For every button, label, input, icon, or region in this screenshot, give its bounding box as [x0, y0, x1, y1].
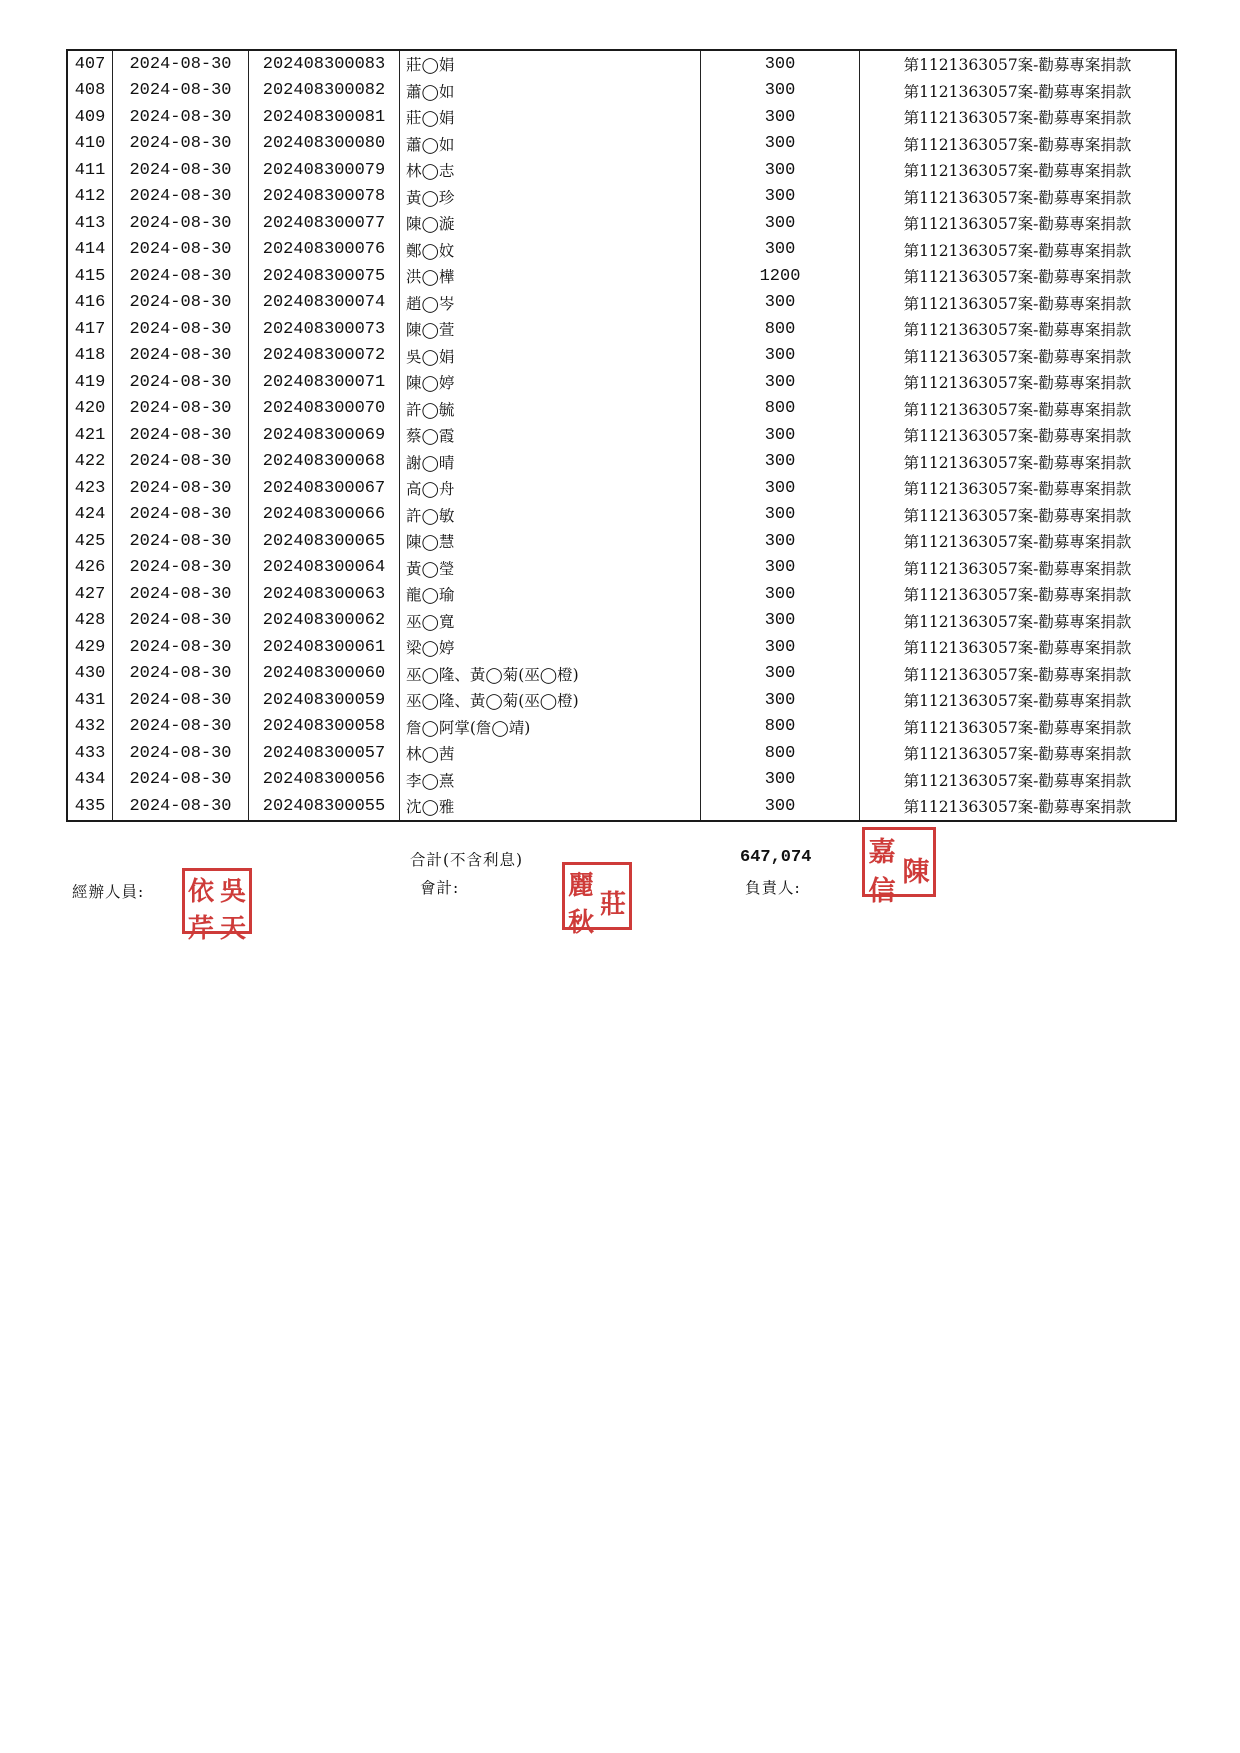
donor-name: 梁◯婷 [400, 634, 701, 661]
donor-name: 許◯敏 [400, 502, 701, 529]
donor-name: 龍◯瑜 [400, 581, 701, 608]
donation-note: 第1121363057案-勸募專案捐款 [860, 475, 1177, 502]
donation-amount: 300 [701, 78, 860, 105]
table-row [67, 210, 1176, 237]
donor-name: 蕭◯如 [400, 131, 701, 158]
donor-name: 陳◯婷 [400, 369, 701, 396]
donation-note: 第1121363057案-勸募專案捐款 [860, 793, 1177, 821]
donation-note: 第1121363057案-勸募專案捐款 [860, 210, 1177, 237]
table-row [67, 502, 1176, 529]
donation-date: 2024-08-30 [113, 396, 249, 423]
donation-amount: 300 [701, 767, 860, 794]
donation-amount: 300 [701, 687, 860, 714]
donation-note: 第1121363057案-勸募專案捐款 [860, 369, 1177, 396]
donation-date: 2024-08-30 [113, 687, 249, 714]
donation-note: 第1121363057案-勸募專案捐款 [860, 449, 1177, 476]
responsible-label: 負責人: [745, 879, 801, 897]
row-number: 415 [67, 263, 113, 290]
row-number: 426 [67, 555, 113, 582]
donation-amount: 300 [701, 237, 860, 264]
receipt-number: 202408300069 [249, 422, 400, 449]
row-number: 425 [67, 528, 113, 555]
donation-note: 第1121363057案-勸募專案捐款 [860, 608, 1177, 635]
donor-name: 高◯舟 [400, 475, 701, 502]
donation-amount: 800 [701, 396, 860, 423]
donor-name: 黃◯珍 [400, 184, 701, 211]
seal-char: 陳 [902, 856, 930, 888]
seal-char: 吳 [219, 877, 246, 907]
donation-amount: 300 [701, 369, 860, 396]
receipt-number: 202408300074 [249, 290, 400, 317]
row-number: 431 [67, 687, 113, 714]
donation-note: 第1121363057案-勸募專案捐款 [860, 581, 1177, 608]
donor-name: 沈◯雅 [400, 793, 701, 821]
seal-char: 莊 [599, 889, 626, 920]
donor-name: 巫◯寬 [400, 608, 701, 635]
donation-date: 2024-08-30 [113, 767, 249, 794]
donation-note: 第1121363057案-勸募專案捐款 [860, 316, 1177, 343]
donation-amount: 300 [701, 343, 860, 370]
donation-note: 第1121363057案-勸募專案捐款 [860, 50, 1177, 78]
donor-name: 吳◯娟 [400, 343, 701, 370]
donor-name: 林◯志 [400, 157, 701, 184]
receipt-number: 202408300076 [249, 237, 400, 264]
donation-note: 第1121363057案-勸募專案捐款 [860, 528, 1177, 555]
donor-name: 蕭◯如 [400, 78, 701, 105]
donor-name: 陳◯漩 [400, 210, 701, 237]
receipt-number: 202408300080 [249, 131, 400, 158]
donor-name: 洪◯樺 [400, 263, 701, 290]
row-number: 434 [67, 767, 113, 794]
handler-label: 經辦人員: [72, 883, 145, 901]
receipt-number: 202408300056 [249, 767, 400, 794]
table-row [67, 343, 1176, 370]
donation-date: 2024-08-30 [113, 369, 249, 396]
table-row [67, 449, 1176, 476]
donation-date: 2024-08-30 [113, 263, 249, 290]
accountant-seal [562, 862, 632, 938]
seal-char: 芹 [187, 914, 214, 944]
row-number: 423 [67, 475, 113, 502]
donor-name: 鄭◯妏 [400, 237, 701, 264]
receipt-number: 202408300065 [249, 528, 400, 555]
row-number: 420 [67, 396, 113, 423]
donation-date: 2024-08-30 [113, 290, 249, 317]
table-row [67, 714, 1176, 741]
donation-amount: 300 [701, 793, 860, 821]
row-number: 421 [67, 422, 113, 449]
table-row [67, 316, 1176, 343]
table-row [67, 369, 1176, 396]
donation-note: 第1121363057案-勸募專案捐款 [860, 422, 1177, 449]
donor-name: 林◯茜 [400, 740, 701, 767]
row-number: 408 [67, 78, 113, 105]
receipt-number: 202408300073 [249, 316, 400, 343]
donation-amount: 1200 [701, 263, 860, 290]
donor-name: 莊◯娟 [400, 104, 701, 131]
donation-note: 第1121363057案-勸募專案捐款 [860, 237, 1177, 264]
row-number: 424 [67, 502, 113, 529]
donation-date: 2024-08-30 [113, 714, 249, 741]
receipt-number: 202408300082 [249, 78, 400, 105]
table-row [67, 608, 1176, 635]
donation-amount: 300 [701, 581, 860, 608]
table-row [67, 50, 1176, 78]
table-row [67, 740, 1176, 767]
donation-note: 第1121363057案-勸募專案捐款 [860, 502, 1177, 529]
donation-date: 2024-08-30 [113, 555, 249, 582]
donation-date: 2024-08-30 [113, 343, 249, 370]
table-row [67, 237, 1176, 264]
total-label: 合計(不含利息) [410, 851, 524, 869]
row-number: 413 [67, 210, 113, 237]
receipt-number: 202408300081 [249, 104, 400, 131]
donation-date: 2024-08-30 [113, 449, 249, 476]
receipt-number: 202408300062 [249, 608, 400, 635]
row-number: 433 [67, 740, 113, 767]
row-number: 407 [67, 50, 113, 78]
donor-name: 趙◯岑 [400, 290, 701, 317]
donation-amount: 300 [701, 422, 860, 449]
donation-amount: 800 [701, 316, 860, 343]
donor-name: 詹◯阿掌(詹◯靖) [400, 714, 701, 741]
donation-note: 第1121363057案-勸募專案捐款 [860, 661, 1177, 688]
receipt-number: 202408300064 [249, 555, 400, 582]
donor-name: 許◯毓 [400, 396, 701, 423]
donation-amount: 300 [701, 502, 860, 529]
receipt-number: 202408300071 [249, 369, 400, 396]
donation-note: 第1121363057案-勸募專案捐款 [860, 740, 1177, 767]
row-number: 419 [67, 369, 113, 396]
donation-note: 第1121363057案-勸募專案捐款 [860, 263, 1177, 290]
row-number: 417 [67, 316, 113, 343]
donation-note: 第1121363057案-勸募專案捐款 [860, 290, 1177, 317]
table-row [67, 687, 1176, 714]
table-row [67, 528, 1176, 555]
donation-date: 2024-08-30 [113, 581, 249, 608]
donation-note: 第1121363057案-勸募專案捐款 [860, 157, 1177, 184]
donation-date: 2024-08-30 [113, 237, 249, 264]
donation-note: 第1121363057案-勸募專案捐款 [860, 687, 1177, 714]
table-row [67, 290, 1176, 317]
donor-name: 莊◯娟 [400, 50, 701, 78]
donor-name: 黃◯瑩 [400, 555, 701, 582]
donation-amount: 300 [701, 661, 860, 688]
donation-date: 2024-08-30 [113, 740, 249, 767]
row-number: 430 [67, 661, 113, 688]
row-number: 428 [67, 608, 113, 635]
donation-note: 第1121363057案-勸募專案捐款 [860, 104, 1177, 131]
donation-date: 2024-08-30 [113, 502, 249, 529]
donation-note: 第1121363057案-勸募專案捐款 [860, 634, 1177, 661]
receipt-number: 202408300058 [249, 714, 400, 741]
donation-date: 2024-08-30 [113, 475, 249, 502]
donation-date: 2024-08-30 [113, 210, 249, 237]
table-row [67, 78, 1176, 105]
table-row [67, 793, 1176, 821]
table-row [67, 104, 1176, 131]
donation-ledger-table [66, 49, 1177, 822]
donation-amount: 300 [701, 50, 860, 78]
donation-amount: 300 [701, 528, 860, 555]
table-row [67, 581, 1176, 608]
donor-name: 李◯熹 [400, 767, 701, 794]
donation-amount: 300 [701, 104, 860, 131]
donation-amount: 300 [701, 449, 860, 476]
receipt-number: 202408300078 [249, 184, 400, 211]
donation-note: 第1121363057案-勸募專案捐款 [860, 396, 1177, 423]
donation-note: 第1121363057案-勸募專案捐款 [860, 131, 1177, 158]
donation-amount: 300 [701, 210, 860, 237]
donor-name: 陳◯萱 [400, 316, 701, 343]
donation-amount: 300 [701, 157, 860, 184]
donation-date: 2024-08-30 [113, 634, 249, 661]
table-row [67, 184, 1176, 211]
row-number: 416 [67, 290, 113, 317]
donation-date: 2024-08-30 [113, 608, 249, 635]
donor-name: 陳◯慧 [400, 528, 701, 555]
row-number: 427 [67, 581, 113, 608]
donation-date: 2024-08-30 [113, 316, 249, 343]
donation-date: 2024-08-30 [113, 104, 249, 131]
table-row [67, 422, 1176, 449]
receipt-number: 202408300063 [249, 581, 400, 608]
table-row [67, 767, 1176, 794]
donation-note: 第1121363057案-勸募專案捐款 [860, 714, 1177, 741]
row-number: 412 [67, 184, 113, 211]
receipt-number: 202408300067 [249, 475, 400, 502]
row-number: 432 [67, 714, 113, 741]
donation-note: 第1121363057案-勸募專案捐款 [860, 555, 1177, 582]
donation-amount: 300 [701, 555, 860, 582]
row-number: 429 [67, 634, 113, 661]
receipt-number: 202408300077 [249, 210, 400, 237]
row-number: 410 [67, 131, 113, 158]
donation-amount: 800 [701, 714, 860, 741]
table-row [67, 263, 1176, 290]
donation-date: 2024-08-30 [113, 422, 249, 449]
donation-amount: 300 [701, 608, 860, 635]
row-number: 409 [67, 104, 113, 131]
receipt-number: 202408300060 [249, 661, 400, 688]
donor-name: 蔡◯霞 [400, 422, 701, 449]
donation-note: 第1121363057案-勸募專案捐款 [860, 78, 1177, 105]
receipt-number: 202408300083 [249, 50, 400, 78]
donation-amount: 300 [701, 131, 860, 158]
donation-note: 第1121363057案-勸募專案捐款 [860, 184, 1177, 211]
donor-name: 謝◯晴 [400, 449, 701, 476]
seal-char: 麗 [567, 871, 594, 901]
donation-date: 2024-08-30 [113, 661, 249, 688]
row-number: 418 [67, 343, 113, 370]
receipt-number: 202408300075 [249, 263, 400, 290]
donor-name: 巫◯隆、黃◯菊(巫◯橙) [400, 687, 701, 714]
receipt-number: 202408300059 [249, 687, 400, 714]
donation-amount: 300 [701, 184, 860, 211]
donation-amount: 300 [701, 475, 860, 502]
donation-date: 2024-08-30 [113, 50, 249, 78]
receipt-number: 202408300079 [249, 157, 400, 184]
row-number: 414 [67, 237, 113, 264]
table-row [67, 634, 1176, 661]
receipt-number: 202408300066 [249, 502, 400, 529]
table-row [67, 475, 1176, 502]
donation-amount: 300 [701, 290, 860, 317]
donation-note: 第1121363057案-勸募專案捐款 [860, 767, 1177, 794]
donation-date: 2024-08-30 [113, 131, 249, 158]
receipt-number: 202408300070 [249, 396, 400, 423]
table-row [67, 396, 1176, 423]
donation-date: 2024-08-30 [113, 184, 249, 211]
receipt-number: 202408300057 [249, 740, 400, 767]
table-row [67, 131, 1176, 158]
donation-date: 2024-08-30 [113, 793, 249, 821]
row-number: 435 [67, 793, 113, 821]
accountant-label: 會計: [420, 879, 460, 897]
seal-char: 信 [868, 876, 896, 907]
seal-char: 嘉 [868, 837, 896, 868]
donation-date: 2024-08-30 [113, 528, 249, 555]
seal-char: 秋 [567, 908, 594, 938]
donation-date: 2024-08-30 [113, 78, 249, 105]
row-number: 411 [67, 157, 113, 184]
table-row [67, 661, 1176, 688]
donation-amount: 300 [701, 634, 860, 661]
donor-name: 巫◯隆、黃◯菊(巫◯橙) [400, 661, 701, 688]
row-number: 422 [67, 449, 113, 476]
donation-amount: 800 [701, 740, 860, 767]
donation-date: 2024-08-30 [113, 157, 249, 184]
handler-seal [182, 868, 252, 944]
receipt-number: 202408300055 [249, 793, 400, 821]
donation-note: 第1121363057案-勸募專案捐款 [860, 343, 1177, 370]
table-row [67, 157, 1176, 184]
total-value: 647,074 [740, 848, 812, 867]
receipt-number: 202408300068 [249, 449, 400, 476]
table-row [67, 555, 1176, 582]
ledger-body [67, 50, 1176, 821]
receipt-number: 202408300072 [249, 343, 400, 370]
seal-char: 天 [219, 914, 246, 944]
receipt-number: 202408300061 [249, 634, 400, 661]
responsible-seal [862, 827, 936, 907]
seal-char: 依 [187, 877, 214, 907]
